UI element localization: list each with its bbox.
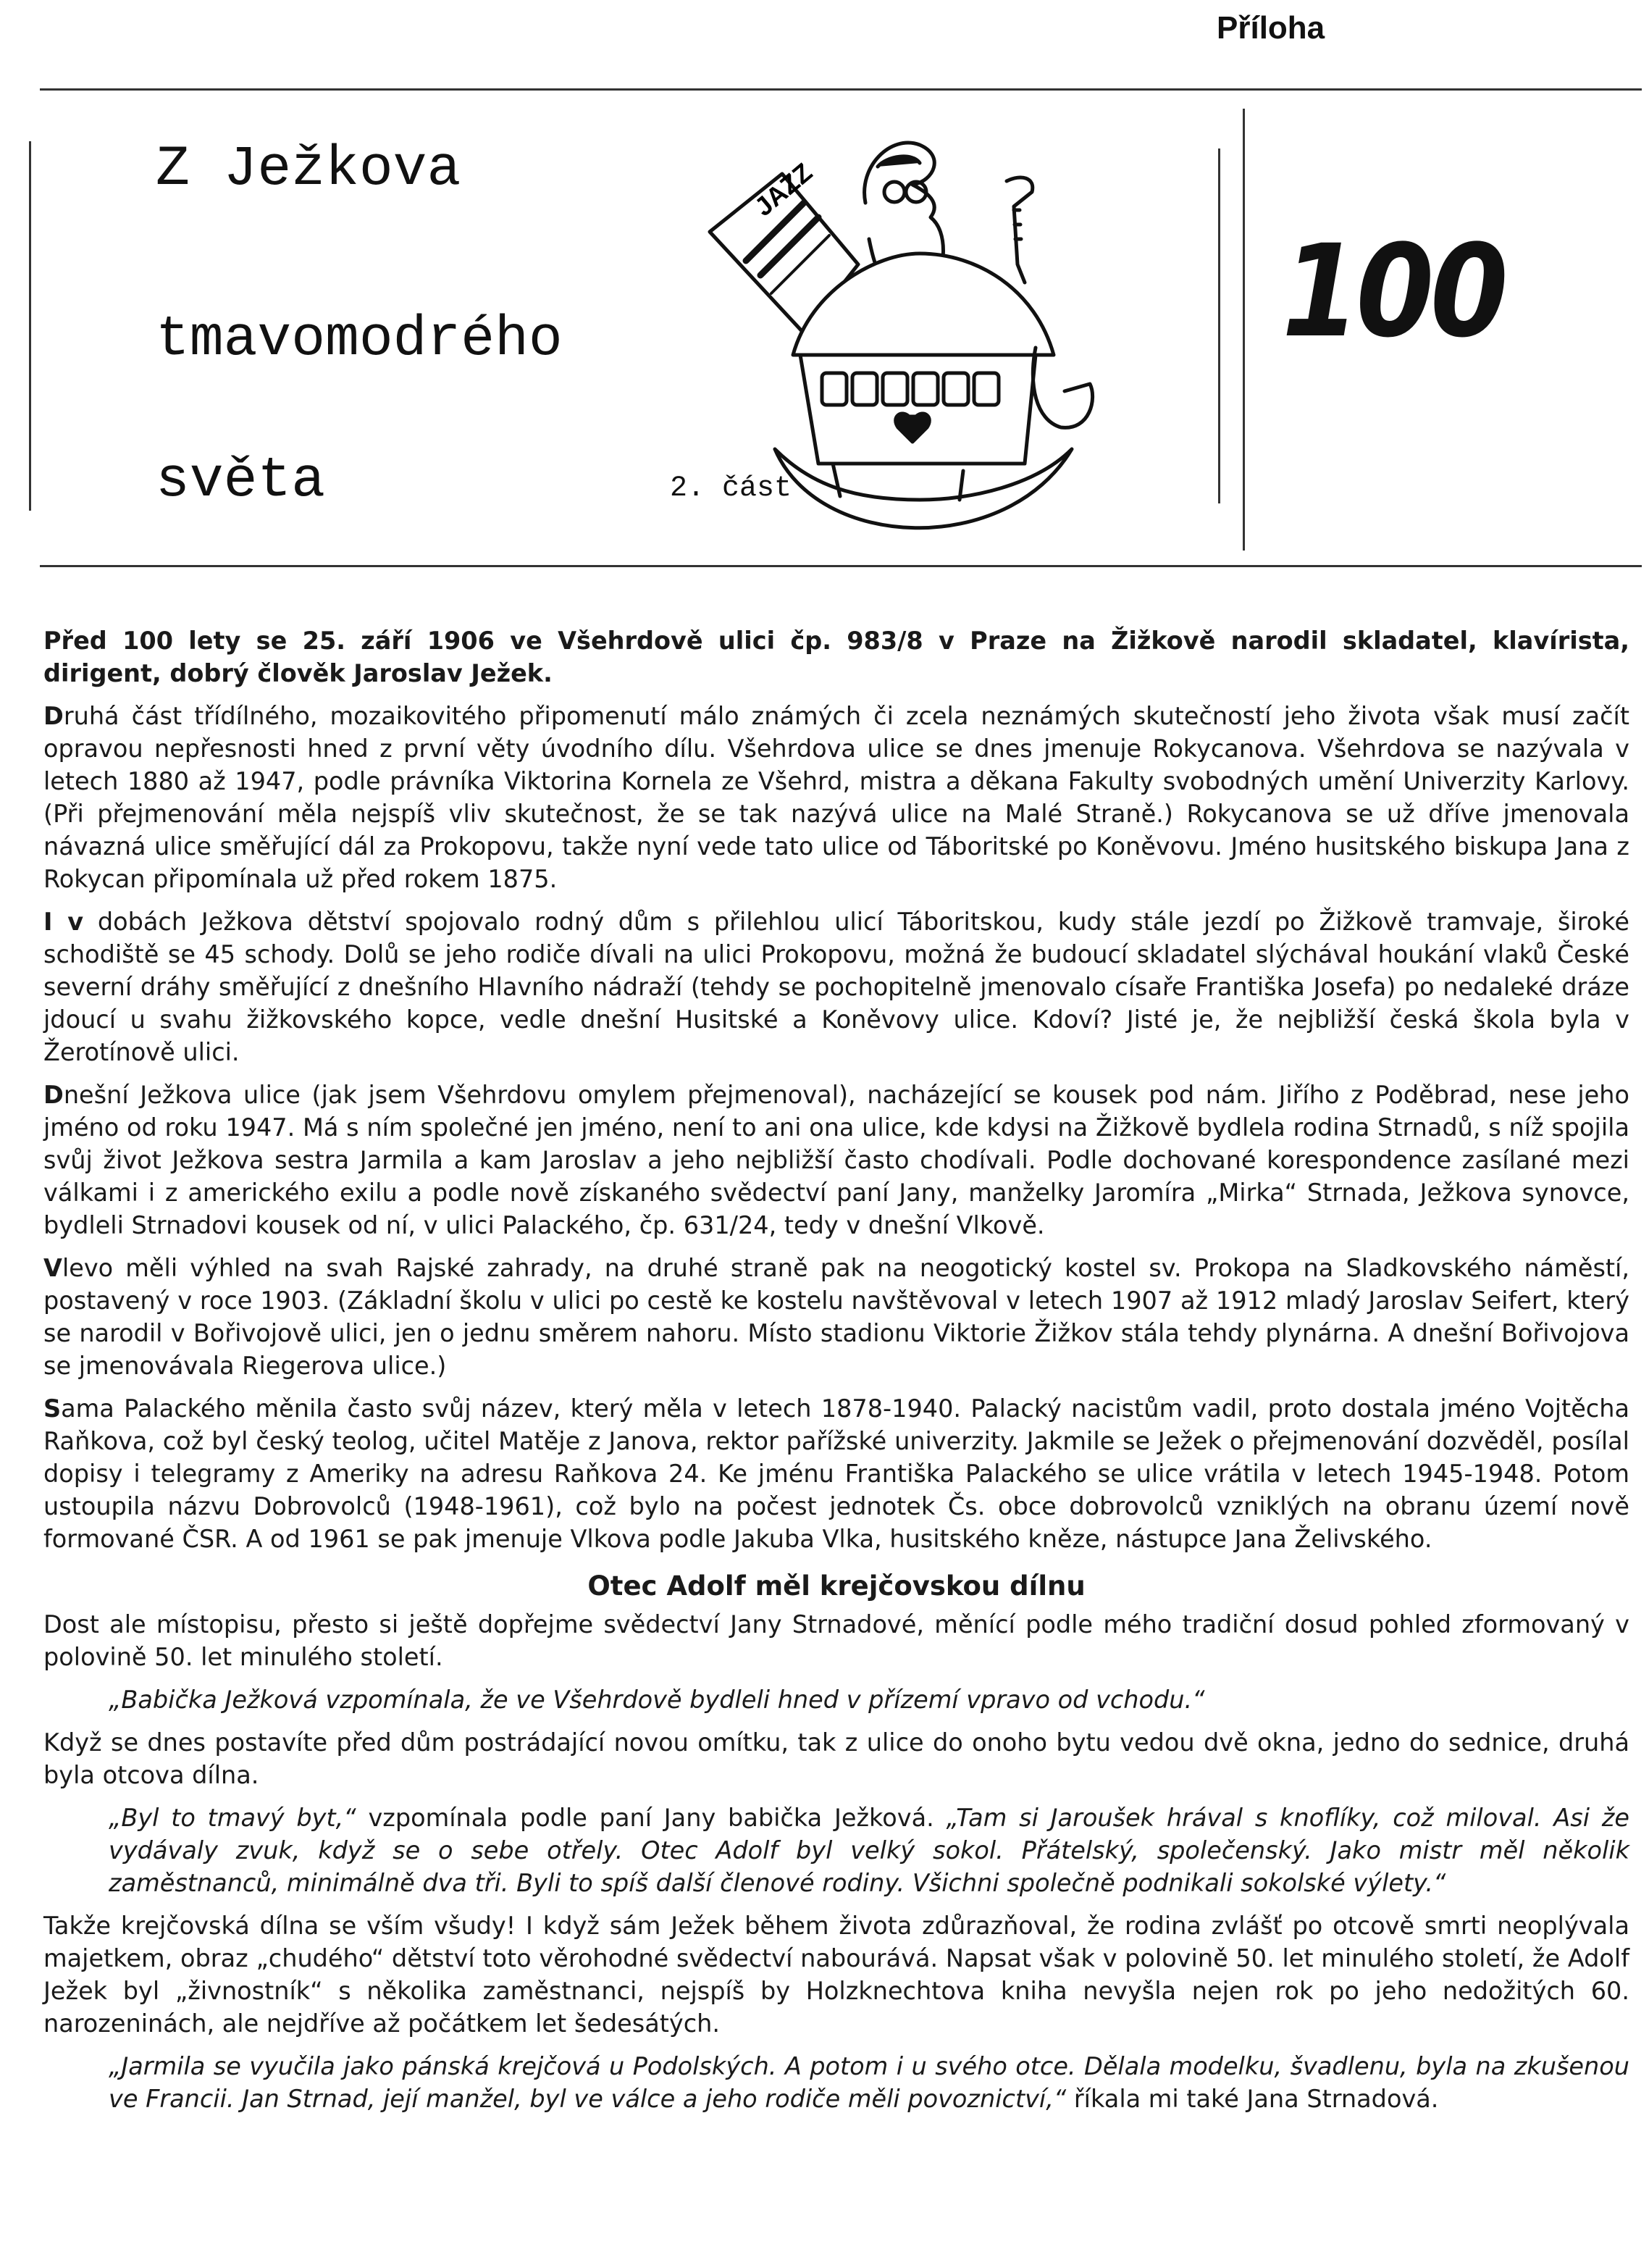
paragraph-6: Dost ale místopisu, přesto si ještě dopřejme svědectví Jany Strnadové, měnící podle mého tradiční dosud pohled zformovaný v polovině 50. let minulého století.	[43, 1610, 1629, 1671]
paragraph-4: Vlevo měli výhled na svah Rajské zahrady, na druhé straně pak na neogotický kostel sv. Prokopa na Sladkovského náměstí, postavený v roce 1903. (Základní školu v ulici po cestě ke kostelu navštěvoval v letech 1907 až 1912 mladý Jaroslav Seifert, který se narodil v Bořivojově ulici, jen o jednu směrem nahoru. Místo stadionu Viktorie Žižkov stála tehdy plynárna. A dnešní Bořivojova se jmenovávala Riegerova ulice.)	[43, 1254, 1629, 1380]
jazz-tram-logo-icon	[695, 123, 1130, 558]
paragraph-1: Druhá část třídílného, mozaikovitého připomenutí málo známých či zcela neznámých skutečností jeho života však musí začít opravou nepřesnosti hned z první věty úvodního dílu. Všehrdova ulice se dnes jmenuje Rokycanova. Všehrdova se nazývala v letech 1880 až 1947, podle právníka Viktorina Kornela ze Všehrd, mistra a děkana Fakulty svobodných umění Univerzity Karlovy. (Při přejmenování měla nejspíš vliv skutečnost, že se tak nazývá ulice na Malé Straně.) Rokycanova se už dříve jmenovala návazná ulice směřující dál za Prokopovu, takže nyní vede tato ulice od Táboritské po Koněvovu. Jméno husitského biskupa Jana z Rokycan připomínala už před rokem 1875.	[43, 702, 1629, 893]
quote-2: „Byl to tmavý byt,“ vzpomínala podle paní Jany babička Ježková. „Tam si Jaroušek hrával s knoflíky, což miloval. Asi že vydávaly zvuk, když se o sebe otřely. Otec Adolf byl velký sokol. Přátelský, společenský. Jako mistr měl několik zaměstnanců, minimálně dva tři. Byli to spíš další členové rodiny. Všichni společně podnikali sokolské výlety.“	[109, 1804, 1629, 1897]
logo-jazz-text: JAZZ	[748, 156, 818, 222]
divider-bar-1	[1218, 148, 1220, 503]
bottom-rule	[40, 565, 1642, 567]
appendix-label: Příloha	[1217, 10, 1325, 46]
lead-paragraph: Před 100 lety se 25. září 1906 ve Všehrdově ulici čp. 983/8 v Praze na Žižkově narodil skladatel, klavírista, dirigent, dobrý člověk Jaroslav Ježek.	[43, 627, 1629, 687]
paragraph-8: Takže krejčovská dílna se vším všudy! I když sám Ježek během života zdůrazňoval, že rodina zvlášť po otcově smrti neoplývala majetkem, obraz „chudého“ dětství toto věrohodné svědectví nabourává. Napsat však v polovině 50. let minulého století, že Adolf Ježek byl „živnostník“ s několika zaměstnanci, nejspíš by Holzknechtova kniha nevyšla nejen rok po jeho nedožitých 60. narozeninách, ale nejdříve až počátkem let šedesátých.	[43, 1912, 1629, 2038]
part-label: 2. část	[670, 472, 792, 505]
divider-bar-2	[1243, 109, 1245, 551]
section-heading: Otec Adolf měl krejčovskou dílnu	[587, 1570, 1086, 1602]
title-line-2: tmavomodrého	[156, 308, 563, 372]
issue-number: 100	[1282, 217, 1505, 366]
title-line-1: Z Ježkova	[156, 138, 461, 201]
paragraph-3: Dnešní Ježkova ulice (jak jsem Všehrdovu omylem přejmenoval), nacházející se kousek pod nám. Jiřího z Poděbrad, nese jeho jméno od roku 1947. Má s ním společné jen jméno, není to ani ona ulice, kde kdysi na Žižkově bydlela rodina Strnadů, s níž spojila svůj život Ježkova sestra Jarmila a kam Jaroslav a jeho nejbližší často chodívali. Podle dochované korespondence zasílané mezi válkami i z amerického exilu a podle nově získaného svědectví paní Jany, manželky Jaromíra „Mirka“ Strnada, Ježkova synovce, bydleli Strnadovi kousek od ní, v ulici Palackého, čp. 631/24, tedy v dnešní Vlkově.	[43, 1081, 1629, 1239]
quote-3: „Jarmila se vyučila jako pánská krejčová u Podolských. A potom i u svého otce. Dělala modelku, švadlenu, byla na zkušenou ve Francii. Jan Strnad, její manžel, byl ve válce a jeho rodiče měli povoznictví,“ říkala mi také Jana Strnadová.	[109, 2052, 1629, 2113]
title-line-3: světa	[156, 449, 326, 513]
left-bar	[29, 141, 31, 511]
paragraph-2: I v dobách Ježkova dětství spojovalo rodný dům s přilehlou ulicí Táboritskou, kudy stále jezdí po Žižkově tramvaje, široké schodiště se 45 schody. Dolů se jeho rodiče dívali na ulici Prokopovu, možná že budoucí skladatel slýchával houkání vlaků České severní dráhy směřující z dnešního Hlavního nádraží (tehdy se pochopitelně jmenovalo císaře Františka Josefa) po nedaleké dráze jdoucí u svahu žižkovského kopce, vedle dnešní Husitské a Koněvovy ulice. Kdoví? Jisté je, že nejbližší česká škola byla v Žerotínově ulici.	[43, 908, 1630, 1066]
paragraph-7: Když se dnes postavíte před dům postrádající novou omítku, tak z ulice do onoho bytu vedou dvě okna, jedno do sednice, druhá byla otcova dílna.	[43, 1728, 1629, 1789]
paragraph-5: Sama Palackého měnila často svůj název, který měla v letech 1878-1940. Palacký nacistům vadil, proto dostala jméno Vojtěcha Raňkova, což byl český teolog, učitel Matěje z Janova, rektor pařížské univerzity. Jakmile se Ježek o přejmenování dozvěděl, posílal dopisy i telegramy z Ameriky na adresu Raňkova 24. Ke jménu Františka Palackého se ulice vrátila v letech 1945-1948. Potom ustoupila názvu Dobrovolců (1948-1961), což bylo na počest jednotek Čs. obce dobrovolců vzniklých na obranu území nově formované ČSR. A od 1961 se pak jmenuje Vlkova podle Jakuba Vlka, husitského kněze, nástupce Jana Želivského.	[43, 1394, 1629, 1553]
article-body	[43, 624, 1629, 2125]
top-rule	[40, 88, 1642, 91]
quote-1: „Babička Ježková vzpomínala, že ve Všehrdově bydleli hned v přízemí vpravo od vchodu.“	[109, 1686, 1205, 1714]
